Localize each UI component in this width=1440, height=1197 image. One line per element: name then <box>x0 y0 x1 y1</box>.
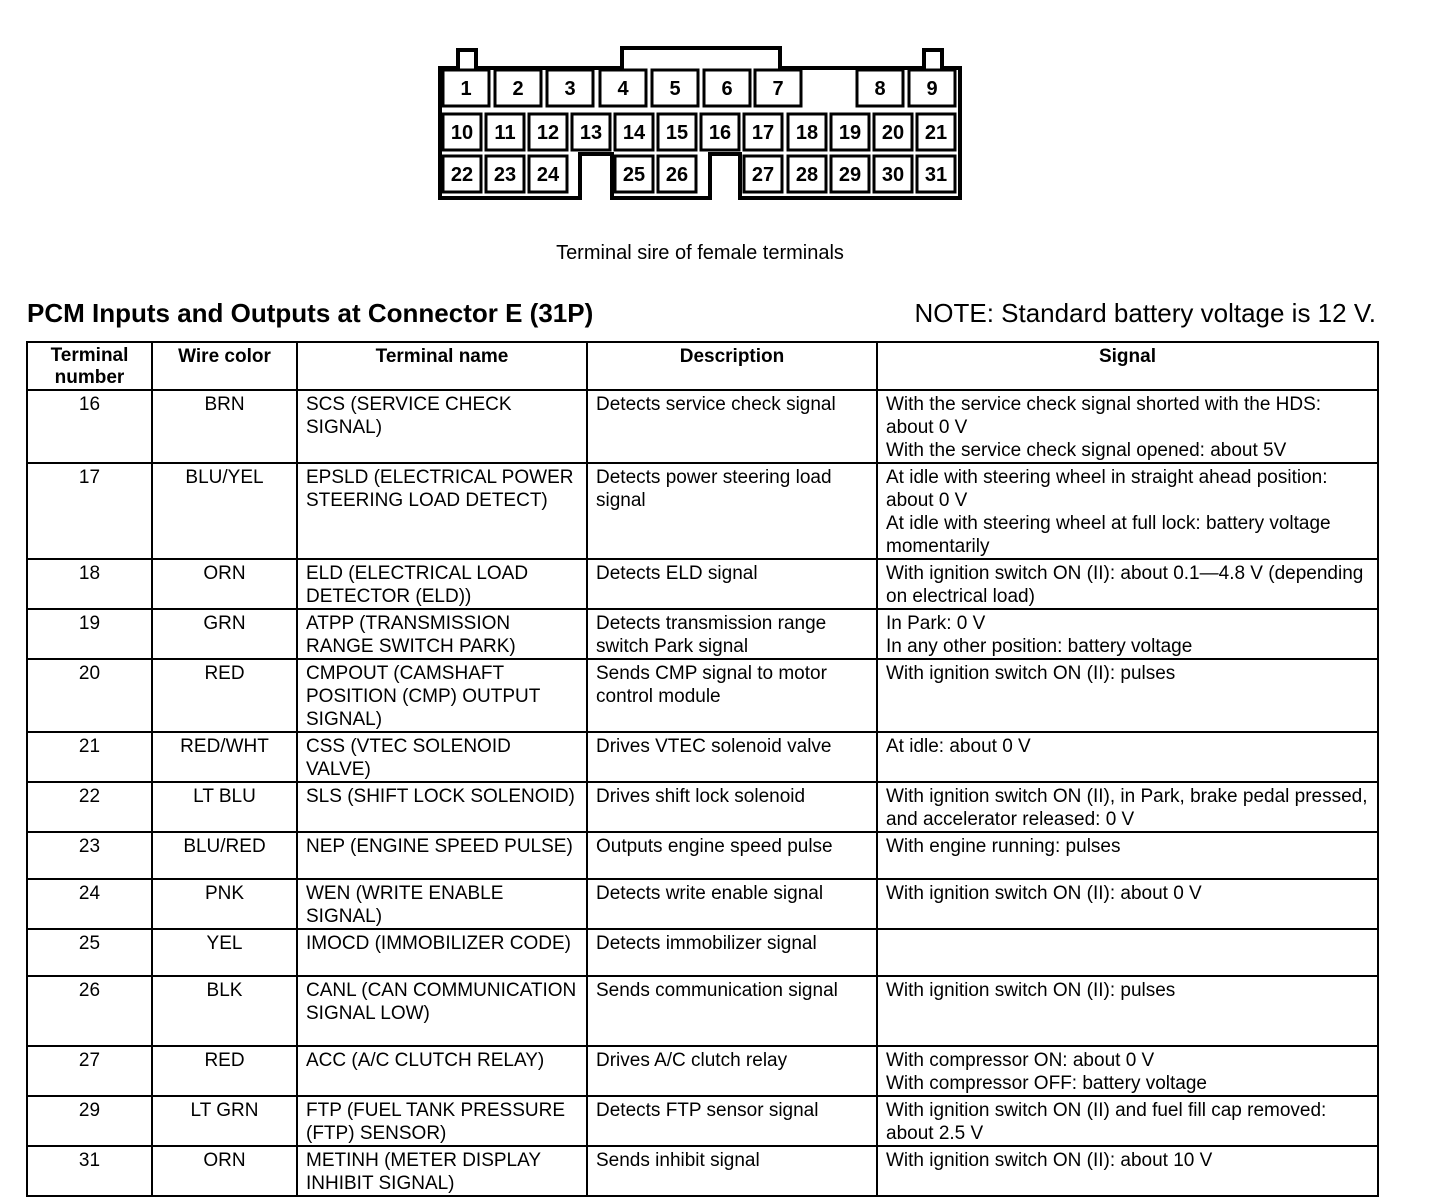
table-row <box>27 609 1378 659</box>
wire-color-cell: LT GRN <box>152 1096 297 1146</box>
pin-label: 30 <box>881 164 905 186</box>
description-cell: Detects immobilizer signal <box>587 929 877 976</box>
connector-pins <box>443 70 955 192</box>
table-row <box>27 659 1378 732</box>
terminal-number-cell: 19 <box>27 609 152 659</box>
terminal-name-cell: ACC (A/C CLUTCH RELAY) <box>297 1046 587 1096</box>
wire-color-cell: YEL <box>152 929 297 976</box>
pin-label: 8 <box>874 78 886 100</box>
terminal-number-cell: 23 <box>27 832 152 879</box>
wire-color-cell: RED <box>152 659 297 732</box>
header-wire-color: Wire color <box>152 342 297 390</box>
pin-label: 15 <box>665 122 689 144</box>
table-row <box>27 732 1378 782</box>
signal-line: With ignition switch ON (II): pulses <box>886 663 1176 684</box>
terminal-name-cell: NEP (ENGINE SPEED PULSE) <box>297 832 587 879</box>
terminal-name-cell: SCS (SERVICE CHECK SIGNAL) <box>297 390 587 463</box>
signal-cell <box>877 659 1378 732</box>
signal-cell <box>877 609 1378 659</box>
terminal-name-cell: IMOCD (IMMOBILIZER CODE) <box>297 929 587 976</box>
terminal-name-cell: SLS (SHIFT LOCK SOLENOID) <box>297 782 587 832</box>
signal-line: In any other position: battery voltage <box>886 636 1193 657</box>
signal-cell <box>877 832 1378 879</box>
description-cell: Sends CMP signal to motor control module <box>587 659 877 732</box>
terminal-number-cell: 29 <box>27 1096 152 1146</box>
pin-label: 18 <box>795 122 819 144</box>
signal-cell <box>877 1146 1378 1196</box>
pin-label: 22 <box>450 164 474 186</box>
header-terminal-number <box>27 342 152 390</box>
description-cell: Sends inhibit signal <box>587 1146 877 1196</box>
terminal-name-cell: EPSLD (ELECTRICAL POWER STEERING LOAD DETECT) <box>297 463 587 559</box>
signal-line: With ignition switch ON (II): pulses <box>886 980 1176 1001</box>
connector-diagram <box>430 40 970 210</box>
table-row <box>27 1096 1378 1146</box>
table-row <box>27 782 1378 832</box>
table-header-row <box>27 342 1378 390</box>
table-row <box>27 976 1378 1046</box>
table-row <box>27 463 1378 559</box>
wire-color-cell: LT BLU <box>152 782 297 832</box>
header-terminal-line1: Terminal <box>50 345 129 366</box>
terminal-name-cell: CMPOUT (CAMSHAFT POSITION (CMP) OUTPUT SIGNAL) <box>297 659 587 732</box>
pin-label: 21 <box>924 122 948 144</box>
pin-label: 17 <box>751 122 775 144</box>
wire-color-cell: RED/WHT <box>152 732 297 782</box>
signal-line: With the service check signal shorted with the HDS: about 0 V <box>886 394 1322 438</box>
pin-label: 29 <box>838 164 862 186</box>
signal-cell <box>877 879 1378 929</box>
terminal-number-cell: 16 <box>27 390 152 463</box>
section-title: PCM Inputs and Outputs at Connector E (31P) <box>27 298 594 328</box>
terminal-number-cell: 18 <box>27 559 152 609</box>
wire-color-cell: GRN <box>152 609 297 659</box>
pin-label: 23 <box>493 164 517 186</box>
table-body <box>27 390 1378 1196</box>
signal-line: With engine running: pulses <box>886 836 1121 857</box>
pin-label: 26 <box>665 164 689 186</box>
signal-line: With ignition switch ON (II): about 10 V <box>886 1150 1213 1171</box>
description-cell: Drives shift lock solenoid <box>587 782 877 832</box>
signal-line: With ignition switch ON (II): about 0 V <box>886 883 1202 904</box>
terminal-name-cell: ELD (ELECTRICAL LOAD DETECTOR (ELD)) <box>297 559 587 609</box>
description-cell: Drives A/C clutch relay <box>587 1046 877 1096</box>
signal-line: At idle: about 0 V <box>886 736 1031 757</box>
pin-label: 6 <box>721 78 733 100</box>
pin-label: 28 <box>795 164 819 186</box>
description-cell: Sends communication signal <box>587 976 877 1046</box>
terminal-number-cell: 31 <box>27 1146 152 1196</box>
pin-label: 7 <box>772 78 784 100</box>
pin-label: 10 <box>450 122 474 144</box>
pin-label: 19 <box>838 122 862 144</box>
table-row <box>27 879 1378 929</box>
terminal-name-cell: CSS (VTEC SOLENOID VALVE) <box>297 732 587 782</box>
terminal-number-cell: 20 <box>27 659 152 732</box>
wire-color-cell: PNK <box>152 879 297 929</box>
terminal-name-cell: METINH (METER DISPLAY INHIBIT SIGNAL) <box>297 1146 587 1196</box>
description-cell: Detects transmission range switch Park signal <box>587 609 877 659</box>
table-row <box>27 832 1378 879</box>
table-row <box>27 1046 1378 1096</box>
description-cell: Outputs engine speed pulse <box>587 832 877 879</box>
wire-color-cell: BLU/YEL <box>152 463 297 559</box>
signal-cell <box>877 463 1378 559</box>
pin-label: 14 <box>622 122 646 144</box>
wire-color-cell: ORN <box>152 559 297 609</box>
pin-label: 5 <box>669 78 681 100</box>
description-cell: Detects power steering load signal <box>587 463 877 559</box>
pin-label: 1 <box>460 78 472 100</box>
wire-color-cell: ORN <box>152 1146 297 1196</box>
wire-color-cell: BRN <box>152 390 297 463</box>
terminal-number-cell: 21 <box>27 732 152 782</box>
pin-label: 12 <box>536 122 560 144</box>
pin-label: 3 <box>564 78 576 100</box>
terminal-name-cell: CANL (CAN COMMUNICATION SIGNAL LOW) <box>297 976 587 1046</box>
signal-cell <box>877 1096 1378 1146</box>
voltage-note: NOTE: Standard battery voltage is 12 V. <box>914 298 1376 328</box>
wire-color-cell: BLU/RED <box>152 832 297 879</box>
description-cell: Detects ELD signal <box>587 559 877 609</box>
terminal-number-cell: 25 <box>27 929 152 976</box>
header-description: Description <box>587 342 877 390</box>
terminal-name-cell: FTP (FUEL TANK PRESSURE (FTP) SENSOR) <box>297 1096 587 1146</box>
table-row <box>27 929 1378 976</box>
pin-label: 20 <box>881 122 905 144</box>
signal-cell <box>877 929 1378 976</box>
header-terminal-name: Terminal name <box>297 342 587 390</box>
signal-line: With compressor ON: about 0 V <box>886 1050 1155 1071</box>
table-row <box>27 1146 1378 1196</box>
terminal-name-cell: WEN (WRITE ENABLE SIGNAL) <box>297 879 587 929</box>
pin-label: 4 <box>617 78 629 100</box>
pin-label: 27 <box>751 164 775 186</box>
description-cell: Detects FTP sensor signal <box>587 1096 877 1146</box>
wire-color-cell: BLK <box>152 976 297 1046</box>
table-row <box>27 390 1378 463</box>
terminal-number-cell: 22 <box>27 782 152 832</box>
terminal-number-cell: 17 <box>27 463 152 559</box>
terminal-number-cell: 24 <box>27 879 152 929</box>
signal-line: With ignition switch ON (II), in Park, brake pedal pressed, and accelerator released: 0 V <box>886 786 1368 830</box>
pinout-table <box>26 341 1379 1197</box>
diagram-caption: Terminal sire of female terminals <box>556 242 844 264</box>
pin-label: 24 <box>536 164 560 186</box>
signal-cell <box>877 1046 1378 1096</box>
pin-label: 13 <box>579 122 603 144</box>
pin-label: 16 <box>708 122 732 144</box>
signal-cell <box>877 976 1378 1046</box>
signal-line: With ignition switch ON (II): about 0.1—4.8 V (depending on electrical load) <box>886 563 1364 607</box>
wire-color-cell: RED <box>152 1046 297 1096</box>
pin-label: 31 <box>924 164 948 186</box>
terminal-number-cell: 27 <box>27 1046 152 1096</box>
description-cell: Detects write enable signal <box>587 879 877 929</box>
table-row <box>27 559 1378 609</box>
header-terminal-line2: number <box>54 367 125 388</box>
signal-cell <box>877 390 1378 463</box>
signal-line: At idle with steering wheel at full lock: battery voltage momentarily <box>886 513 1331 557</box>
header-signal: Signal <box>877 342 1378 390</box>
signal-cell <box>877 782 1378 832</box>
pin-label: 25 <box>622 164 646 186</box>
pin-label: 2 <box>512 78 524 100</box>
signal-line: With the service check signal opened: about 5V <box>886 440 1287 461</box>
description-cell: Drives VTEC solenoid valve <box>587 732 877 782</box>
terminal-name-cell: ATPP (TRANSMISSION RANGE SWITCH PARK) <box>297 609 587 659</box>
signal-line: At idle with steering wheel in straight ahead position: about 0 V <box>886 467 1328 511</box>
signal-line: With ignition switch ON (II) and fuel fill cap removed: about 2.5 V <box>886 1100 1327 1144</box>
description-cell: Detects service check signal <box>587 390 877 463</box>
terminal-number-cell: 26 <box>27 976 152 1046</box>
signal-line: With compressor OFF: battery voltage <box>886 1073 1207 1094</box>
pin-label: 11 <box>494 122 516 144</box>
signal-line: In Park: 0 V <box>886 613 986 634</box>
signal-cell <box>877 559 1378 609</box>
pin-label: 9 <box>926 78 938 100</box>
signal-cell <box>877 732 1378 782</box>
